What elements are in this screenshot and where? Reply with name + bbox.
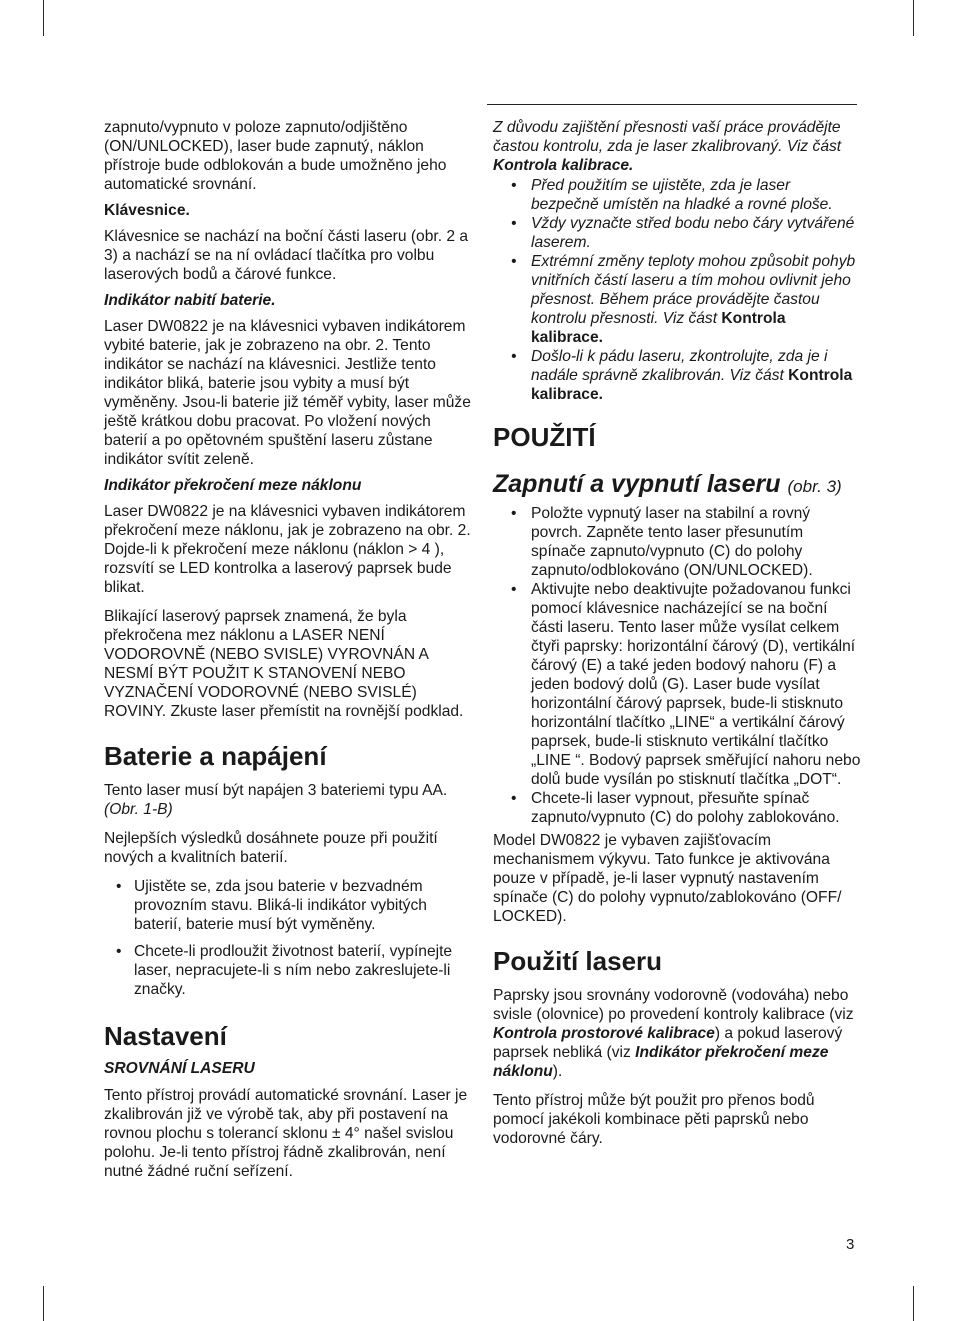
header-rule [487, 104, 857, 105]
list-item: • Ujistěte se, zda jsou baterie v bezvadném provozním stavu. Bliká-li indikátor vybitých baterií, baterie musí být vyměněny. [116, 878, 427, 933]
batteries-bullet-list [104, 877, 472, 999]
right-column [493, 118, 861, 1148]
power-bullet-list [493, 504, 861, 827]
crop-mark-top-left [43, 0, 44, 36]
tilt-indicator-text: Laser DW0822 je na klávesnici vybaven indikátorem překročení meze náklonu, jak je zobrazeno na obr. 2. Dojde-li k překročení meze náklonu (náklon > 4 ), rozsvítí se LED kontrolka a laserový paprsek bude blikat. [104, 503, 471, 596]
beams-text: Paprsky jsou srovnány vodorovně (vodováha) nebo svisle (olovnice) po provedení kontroly kalibrace (viz Kontrola prostorové kalibrace) a pokud laserový paprsek nebliká (viz Indikátor překročení meze náklonu). [493, 987, 854, 1080]
settings-heading: Nastavení [104, 1021, 227, 1051]
bullet-icon: • [511, 215, 517, 232]
keyboard-title: Klávesnice. [104, 202, 190, 219]
list-item: • Položte vypnutý laser na stabilní a rovný povrch. Zapněte tento laser přesunutím spínače zapnuto/vypnuto (C) do polohy zapnuto/odblokováno (ON/UNLOCKED). [511, 505, 813, 579]
bullet-icon: • [511, 790, 517, 807]
calibration-intro: Z důvodu zajištění přesnosti vaší práce provádějte častou kontrolu, zda je laser zkalibrovaný. Viz část Kontrola kalibrace. [493, 119, 842, 174]
bullet-icon: • [511, 505, 517, 522]
left-column [104, 118, 472, 1181]
power-heading: Zapnutí a vypnutí laseru (obr. 3) [493, 470, 842, 498]
usage-heading: POUŽITÍ [493, 422, 596, 452]
list-item: • Aktivujte nebo deaktivujte požadovanou funkci pomocí klávesnice nacházející se na boční části laseru. Tento laser může vysílat celkem čtyři paprsky: horizontální čárový (D), vertikální čárový (E) a také jeden bodový nahoru (F) a jeden bodový dolů (G). Laser bude vysílat horizontální čárový paprsek, bude-li stisknuto horizontální tlačítko „LINE“ a vertikální čárový paprsek, bude-li stisknuto vertikální tlačítko „LINE “. Bodový paprsek směřující nahoru nebo dolů bude vysílán po stisknutí tlačítka „DOT“. [511, 581, 861, 788]
transfer-text: Tento přístroj může být použit pro přenos bodů pomocí jakékoli kombinace pěti paprsků nebo vodorovné čáry. [493, 1092, 815, 1147]
keyboard-text: Klávesnice se nachází na boční části laseru (obr. 2 a 3) a nachází se na ní ovládací tlačítka pro volbu laserových bodů a čárové funkce. [104, 228, 469, 283]
batteries-figure-ref: (Obr. 1-B) [104, 801, 173, 818]
batteries-text: Tento laser musí být napájen 3 bateriemi typu AA. (Obr. 1-B) [104, 782, 448, 818]
batteries-heading: Baterie a napájení [104, 741, 327, 771]
crop-mark-bottom-left [43, 1286, 44, 1321]
power-figure-ref: (obr. 3) [787, 477, 842, 496]
laser-use-heading: Použití laseru [493, 946, 663, 976]
bullet-icon: • [116, 943, 122, 960]
batteries-text-2: Nejlepších výsledků dosáhnete pouze při použití nových a kvalitních baterií. [104, 830, 438, 866]
bullet-icon: • [511, 253, 517, 270]
battery-indicator-title: Indikátor nabití baterie. [104, 292, 276, 309]
tilt-indicator-title: Indikátor překročení meze náklonu [104, 477, 362, 494]
list-item: • Chcete-li prodloužit životnost baterií, vypínejte laser, nepracujete-li s ním nebo zakreslujete-li značky. [116, 943, 453, 998]
leveling-subheading: SROVNÁNÍ LASERU [104, 1060, 255, 1077]
intro-paragraph: zapnuto/vypnuto v poloze zapnuto/odjištěno (ON/UNLOCKED), laser bude zapnutý, náklon přístroje bude odblokován a bude umožněno jeho automatické srovnání. [104, 119, 447, 193]
list-item: • Před použitím se ujistěte, zda je laser bezpečně umístěn na hladké a rovné ploše. [511, 177, 833, 213]
battery-indicator-text: Laser DW0822 je na klávesnici vybaven indikátorem vybité baterie, jak je zobrazeno na obr. 2. Tento indikátor se nachází na klávesnici. Jestliže tento indikátor bliká, baterie jsou vybity a musí být vyměněny. Jsou-li baterie již téměř vybity, laser může ještě krátkou dobu pracovat. Po vložení nových baterií a po opětovném spuštění laseru zůstane indikátor svítit zeleně. [104, 318, 471, 468]
bullet-icon: • [511, 581, 517, 598]
calibration-bullet-list [493, 176, 861, 404]
list-item: • Extrémní změny teploty mohou způsobit pohyb vnitřních částí laseru a tím mohou ovlivnit jeho přesnost. Během práce provádějte častou kontrolu přesnosti. Viz část Kontrola kalibrace. [511, 253, 856, 346]
crop-mark-top-right [913, 0, 914, 36]
bullet-icon: • [511, 177, 517, 194]
list-item: • Došlo-li k pádu laseru, zkontrolujte, zda je i nadále správně zkalibrován. Viz část Kontrola kalibrace. [511, 348, 853, 403]
blinking-warning-text: Blikající laserový paprsek znamená, že byla překročena mez náklonu a LASER NENÍ VODOROVNĚ (NEBO SVISLE) VYROVNÁN A NESMÍ BÝT POUŽIT K STANOVENÍ NEBO VYZNAČENÍ VODOROVNÉ (NEBO SVISLÉ) ROVINY. Zkuste laser přemístit na rovnější podklad. [104, 608, 464, 720]
leveling-text: Tento přístroj provádí automatické srovnání. Laser je zkalibrován již ve výrobě tak, aby při postavení na rovnou plochu s tolerancí sklonu ± 4° našel svislou polohu. Je-li tento přístroj řádně zkalibrován, není nutné žádné ruční seřízení. [104, 1087, 468, 1180]
list-item: • Vždy vyznačte střed bodu nebo čáry vytvářené laserem. [511, 215, 855, 251]
crop-mark-bottom-right [913, 1286, 914, 1321]
bullet-icon: • [116, 878, 122, 895]
page-number: 3 [846, 1236, 855, 1253]
model-text: Model DW0822 je vybaven zajišťovacím mechanismem výkyvu. Tato funkce je aktivována pouze v případě, je-li laser vypnutý nastavením spínače (C) do polohy vypnuto/zablokováno (OFF/ LOCKED). [493, 832, 842, 925]
list-item: • Chcete-li laser vypnout, přesuňte spínač zapnuto/vypnuto (C) do polohy zablokováno. [511, 790, 840, 826]
bullet-icon: • [511, 348, 517, 365]
